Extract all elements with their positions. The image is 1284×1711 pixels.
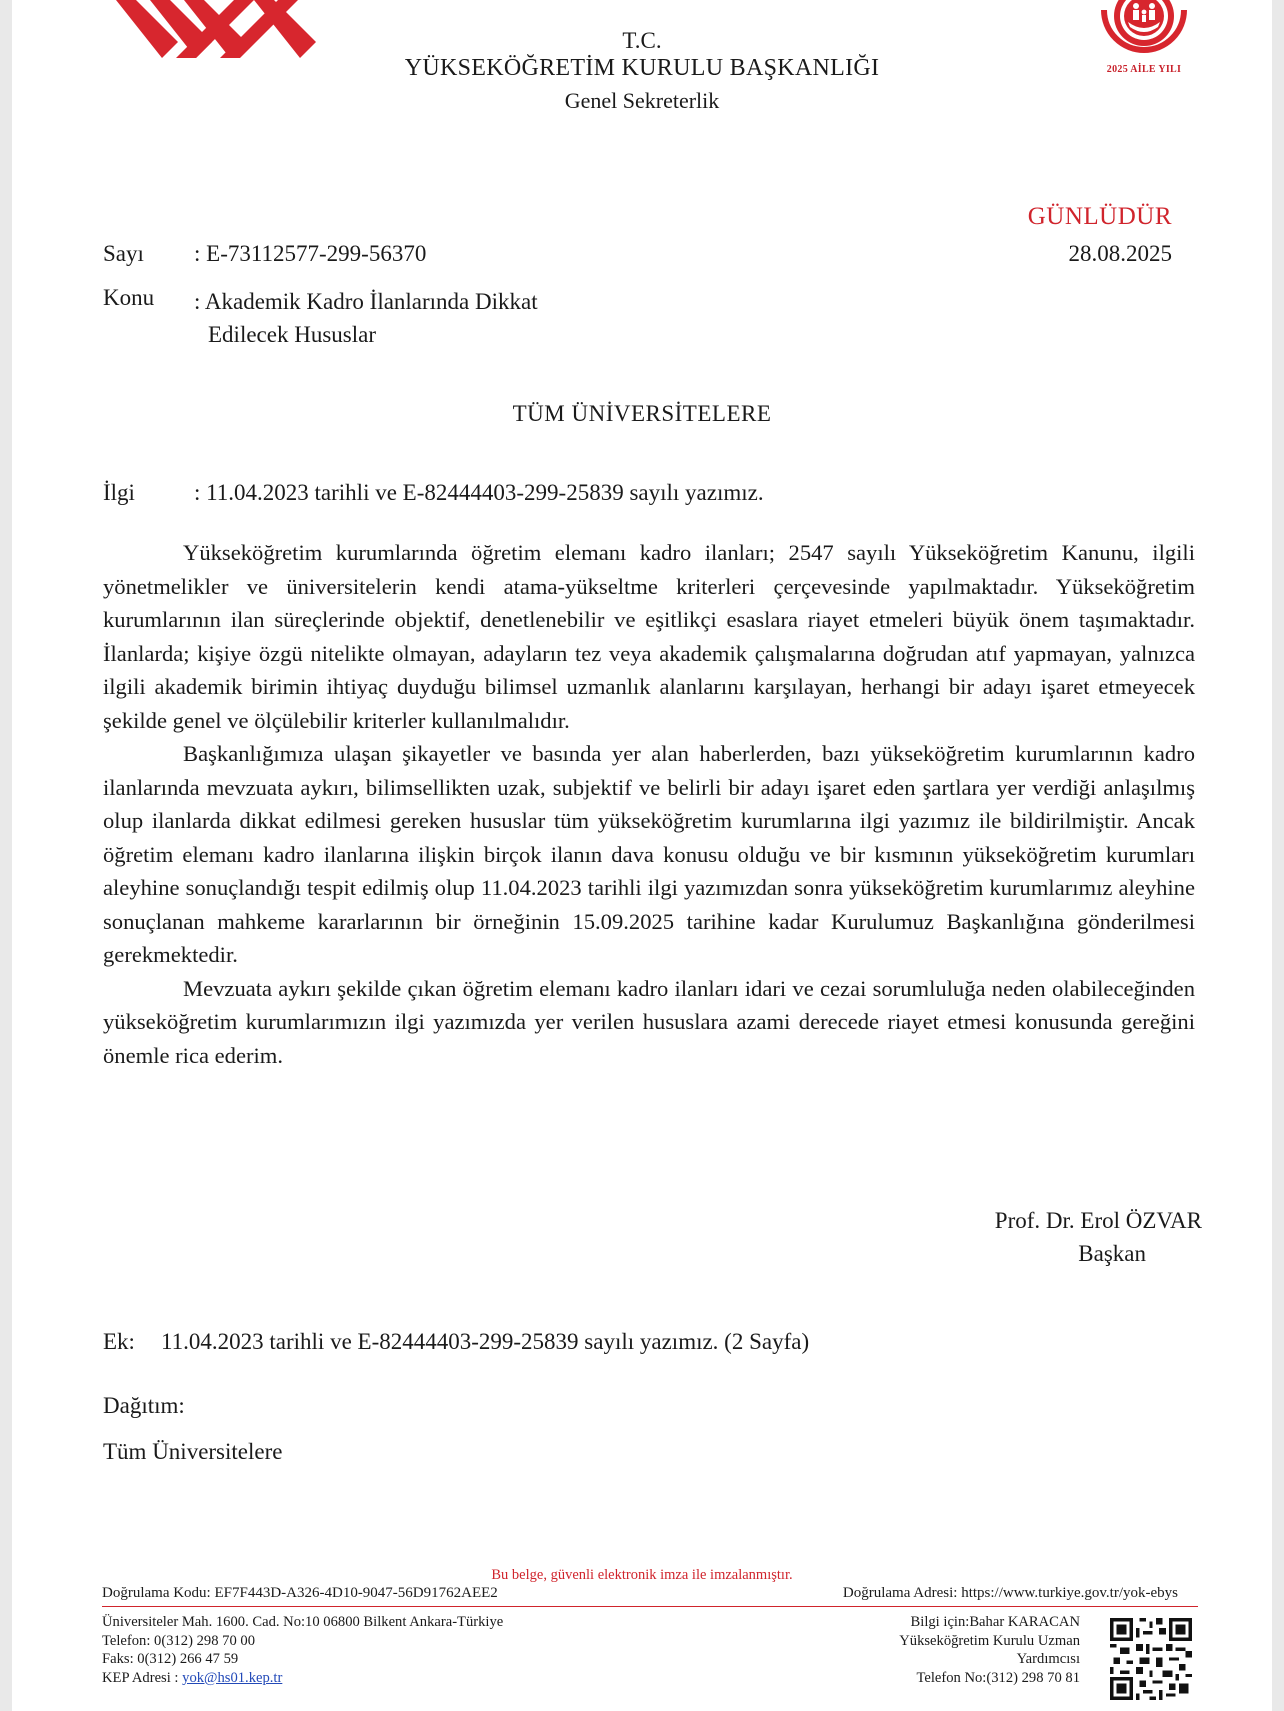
info-contact-title: Yükseköğretim Kurulu Uzman (899, 1632, 1080, 1649)
letter-body (103, 536, 1195, 1072)
header-institution: YÜKSEKÖĞRETİM KURULU BAŞKANLIĞI (404, 55, 880, 81)
ilgi-value: : 11.04.2023 tarihli ve E-82444403-299-25839 sayılı yazımız. (194, 480, 764, 505)
verification-address[interactable]: Doğrulama Adresi: https://www.turkiye.gov.tr/yok-ebys (842, 1585, 1178, 1601)
contact-fax: Faks: 0(312) 266 47 59 (102, 1651, 239, 1668)
header-tc: T.C. (622, 28, 662, 53)
contact-phone: Telefon: 0(312) 298 70 00 (102, 1632, 255, 1649)
contact-block (102, 1613, 503, 1687)
kep-label: KEP Adresi : (102, 1669, 183, 1686)
ilgi-label: İlgi (103, 480, 135, 505)
body-paragraph: Başkanlığımıza ulaşan şikayetler ve basında yer alan haberlerden, bazı yükseköğretim kurumlarının kadro ilanlarında mevzuata aykırı, bilimsellikten uzak, subjektif ve belirli bir adayı işaret eden şartlara yer verdiği anlaşılmış olup ilanlarda dikkat edilmesi gereken hususlar tüm yükseköğretim kurumlarına ilgi yazımız ile bildirilmiştir. Ancak öğretim elemanı kadro ilanlarına ilişkin birçok ilanın dava konusu olduğu ve bir kısmının yükseköğretim kurumları aleyhine sonuçlandığı tespit edilmiş olup 11.04.2023 tarihli ilgi yazımızdan sonra yükseköğretim kurumlarımız aleyhine sonuçlanan mahkeme kararlarının bir örneğinin 15.09.2025 tarihine kadar Kurulumuz Başkanlığına gönderilmesi gerekmektedir. (103, 741, 1195, 967)
kep-link[interactable]: yok@hs01.kep.tr (182, 1669, 283, 1686)
header-department: Genel Sekreterlik (564, 88, 720, 113)
konu-label: Konu (103, 285, 155, 310)
sayi-value: : E-73112577-299-56370 (194, 241, 427, 266)
verification-code: Doğrulama Kodu: EF7F443D-A326-4D10-9047-56D91762AEE2 (102, 1585, 498, 1601)
qr-code-icon (1110, 1618, 1192, 1700)
konu-line-1: : Akademik Kadro İlanlarında Dikkat (194, 289, 538, 314)
info-contact-phone: Telefon No:(312) 298 70 81 (916, 1669, 1080, 1686)
signatory-title: Başkan (1078, 1241, 1146, 1266)
recipient-heading: TÜM ÜNİVERSİTELERE (512, 401, 772, 426)
attachment-label: Ek: (103, 1329, 135, 1354)
signatory-name: Prof. Dr. Erol ÖZVAR (994, 1208, 1202, 1233)
esign-note: Bu belge, güvenli elektronik imza ile imzalanmıştır. (491, 1567, 793, 1583)
contact-kep (102, 1669, 503, 1688)
document-page (12, 0, 1272, 1711)
konu-line-2: Edilecek Hususlar (208, 322, 376, 347)
family-year-label: 2025 AİLE YILI (1106, 64, 1182, 75)
attachment-line (103, 1329, 809, 1355)
info-block (899, 1613, 1080, 1687)
konu-value (194, 285, 614, 351)
distribution-value: Tüm Üniversitelere (103, 1439, 283, 1464)
signature-block (952, 1204, 1202, 1270)
info-contact-title-cont: Yardımcısı (1016, 1651, 1080, 1668)
body-paragraph: Mevzuata aykırı şekilde çıkan öğretim elemanı kadro ilanları idari ve cezai sorumluluğa neden olabileceğinden yükseköğretim kurumlarımızın ilgi yazımızda yer verilen hususlara azami derecede riayet etmesi konusunda gereğini önemle rica ederim. (103, 975, 1195, 1068)
info-contact-person: Bilgi için:Bahar KARACAN (910, 1614, 1080, 1630)
footer-divider (102, 1606, 1198, 1607)
body-paragraph: Yükseköğretim kurumlarında öğretim elemanı kadro ilanları; 2547 sayılı Yükseköğretim Kanunu, ilgili yönetmelikler ve üniversitelerin kendi atama-yükseltme kriterleri çerçevesinde yapılmaktadır. Yükseköğretim kurumlarının ilan süreçlerinde objektif, denetlenebilir ve eşitlikçi esaslara riayet etmeleri büyük önem taşımaktadır. İlanlarda; kişiye özgü nitelikte olmayan, adayların tez veya akademik çalışmalarına doğrudan atıf yapmayan, yalnızca ilgili akademik birimin ihtiyaç duyduğu bilimsel uzmanlık alanlarını karşılayan, herhangi bir adayı işaret etmeyecek şekilde genel ve ölçülebilir kriterler kullanılmalıdır. (103, 540, 1195, 733)
document-date: 28.08.2025 (1068, 241, 1172, 266)
attachment-value: 11.04.2023 tarihli ve E-82444403-299-25839 sayılı yazımız. (2 Sayfa) (161, 1329, 810, 1354)
distribution-label: Dağıtım: (103, 1393, 185, 1418)
sayi-label: Sayı (103, 241, 144, 266)
urgency-label: GÜNLÜDÜR (1027, 203, 1172, 230)
contact-address: Üniversiteler Mah. 1600. Cad. No:10 06800 Bilkent Ankara-Türkiye (102, 1614, 504, 1630)
